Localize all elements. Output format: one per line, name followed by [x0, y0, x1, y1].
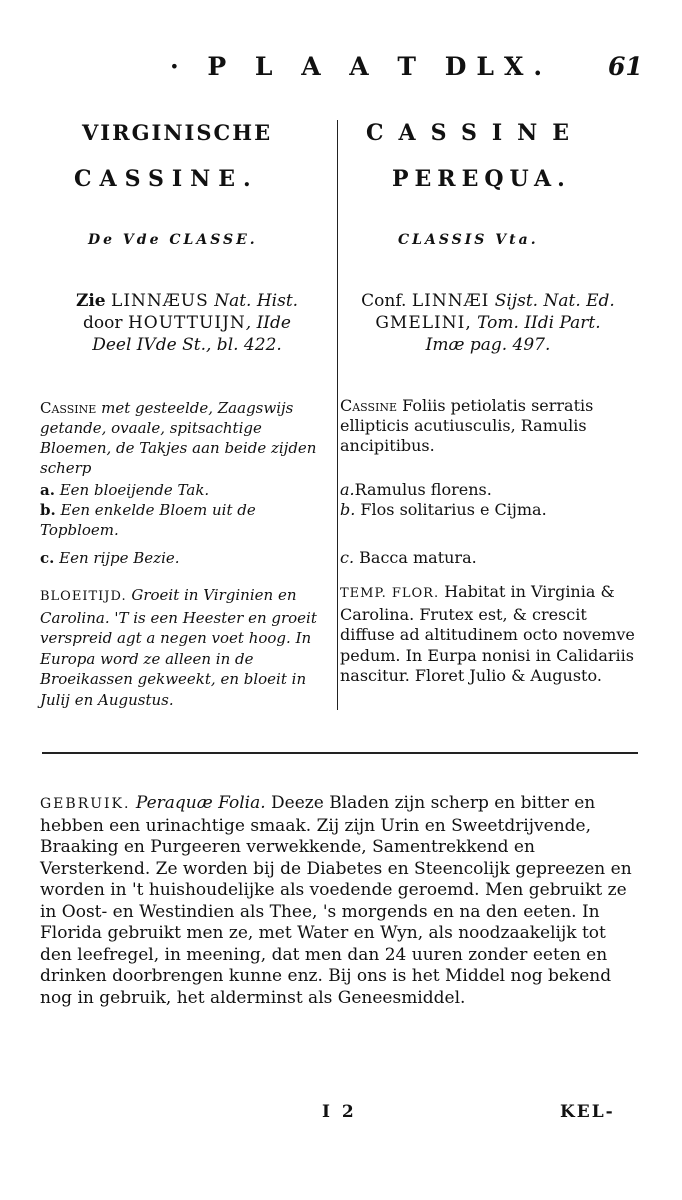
usage-latin: Peraquæ Folia.: [135, 793, 266, 813]
plate-title: · P L A A T DLX.: [170, 52, 553, 81]
column-divider: [337, 120, 338, 710]
left-title-line2: CASSINE.: [74, 166, 259, 192]
part-mark: c.: [40, 549, 55, 567]
catchword: KEL-: [560, 1102, 615, 1122]
left-description: [40, 398, 333, 478]
part-text: Een enkelde Bloem uit de Topbloem.: [40, 501, 256, 539]
ref-door: door: [83, 313, 123, 333]
part-text: Bacca matura.: [359, 548, 477, 567]
ref-author: LINNÆI: [411, 291, 490, 311]
part-text: Flos solitarius e Cijma.: [360, 500, 547, 519]
part-mark: b.: [340, 500, 356, 519]
right-title-line2: PEREQUA.: [392, 166, 571, 192]
part-text: Een rijpe Bezie.: [59, 549, 180, 567]
usage-paragraph: [40, 793, 636, 1009]
left-parts-list: [40, 480, 333, 568]
list-item: [40, 548, 333, 568]
part-mark: c.: [340, 548, 355, 567]
list-item: [340, 548, 640, 568]
list-item: [40, 500, 333, 540]
right-title-line1: CASSINE: [366, 120, 585, 146]
desc-text: Foliis petiolatis serratis ellipticis acutiusculis, Ramulis ancipitibus.: [340, 396, 594, 455]
right-reference: [338, 290, 638, 356]
right-bloom-time: [340, 582, 640, 687]
desc-lead: Cassine: [340, 396, 398, 415]
right-class-line: CLASSIS Vta.: [398, 232, 539, 248]
right-description: [340, 396, 640, 456]
signature-mark: I 2: [322, 1102, 357, 1122]
usage-lead: GEBRUIK.: [40, 796, 131, 812]
left-class-line: De Vde CLASSE.: [88, 232, 258, 248]
part-text: Een bloeijende Tak.: [59, 481, 210, 499]
list-item: [40, 480, 333, 500]
ref-line3: Deel IVde St., bl. 422.: [92, 335, 282, 355]
ref-editor: GMELINI,: [375, 313, 472, 333]
left-title-line1: VIRGINISCHE: [82, 120, 273, 145]
part-mark: a.: [40, 481, 55, 499]
part-text: Ramulus florens.: [354, 480, 492, 499]
ref-part: , IIde: [245, 313, 291, 333]
ref-author: LINNÆUS: [111, 291, 209, 311]
bloom-text: Groeit in Virginien en Carolina. 'T is een Heester en groeit verspreid agt a negen voet hoog. In Europa word ze alleen in de Broeikassen gekweekt, en bloeit in Julij en Augustus.: [40, 586, 317, 709]
desc-text: met gesteelde, Zaagswijs getande, ovaale, spitsachtige Bloemen, de Takjes aan beide zijden scherp: [40, 399, 317, 477]
ref-conf: Conf.: [361, 291, 407, 311]
ref-tom: Tom. IIdi Part.: [477, 313, 601, 333]
ref-work: Nat. Hist.: [214, 291, 299, 311]
ref-zie: Zie: [75, 291, 106, 311]
ref-work: Sijst. Nat. Ed.: [494, 291, 615, 311]
bloom-lead: BLOEITIJD.: [40, 589, 127, 604]
ref-line3: Imæ pag. 497.: [425, 335, 551, 355]
bloom-lead: TEMP. FLOR.: [340, 586, 440, 601]
part-mark: b.: [40, 501, 56, 519]
page-number: 61: [608, 52, 643, 81]
right-parts-list: [340, 480, 640, 568]
usage-text: Deeze Bladen zijn scherp en bitter en hebben een urinachtige smaak. Zij zijn Urin en Sweetdrijvende, Braaking en Purgeeren verwekkende, Samentrekkend en Versterkend. Ze worden bij de Diabetes en Steencolijk gepreezen en worden in 't huishoudelijke als voedende geroemd. Men gebruikt ze in Oost- en Westindien als Thee, 's morgends en na den eeten. In Florida gebruikt men ze, met Water en Wyn, als noodzaakelijk tot den leefregel, in meening, dat men dan 24 uuren zonder eeten en drinken doorbrengen kunne enz. Bij ons is het Middel nog bekend nog in gebruik, het alderminst als Geneesmiddel.: [40, 793, 632, 1008]
list-item: [340, 480, 640, 500]
section-rule: [42, 752, 638, 754]
list-item: [340, 500, 640, 520]
ref-translator: HOUTTUIJN: [127, 313, 246, 333]
left-bloom-time: [40, 585, 333, 710]
left-reference: [42, 290, 332, 356]
bloom-text: Habitat in Virginia & Carolina. Frutex est, & crescit diffuse ad altitudinem octo novemve pedum. In Eurpa nonisi in Calidariis nascitur. Floret Julio & Augusto.: [340, 582, 635, 685]
part-mark: a.: [340, 480, 355, 499]
desc-lead: Cassine: [40, 399, 97, 417]
